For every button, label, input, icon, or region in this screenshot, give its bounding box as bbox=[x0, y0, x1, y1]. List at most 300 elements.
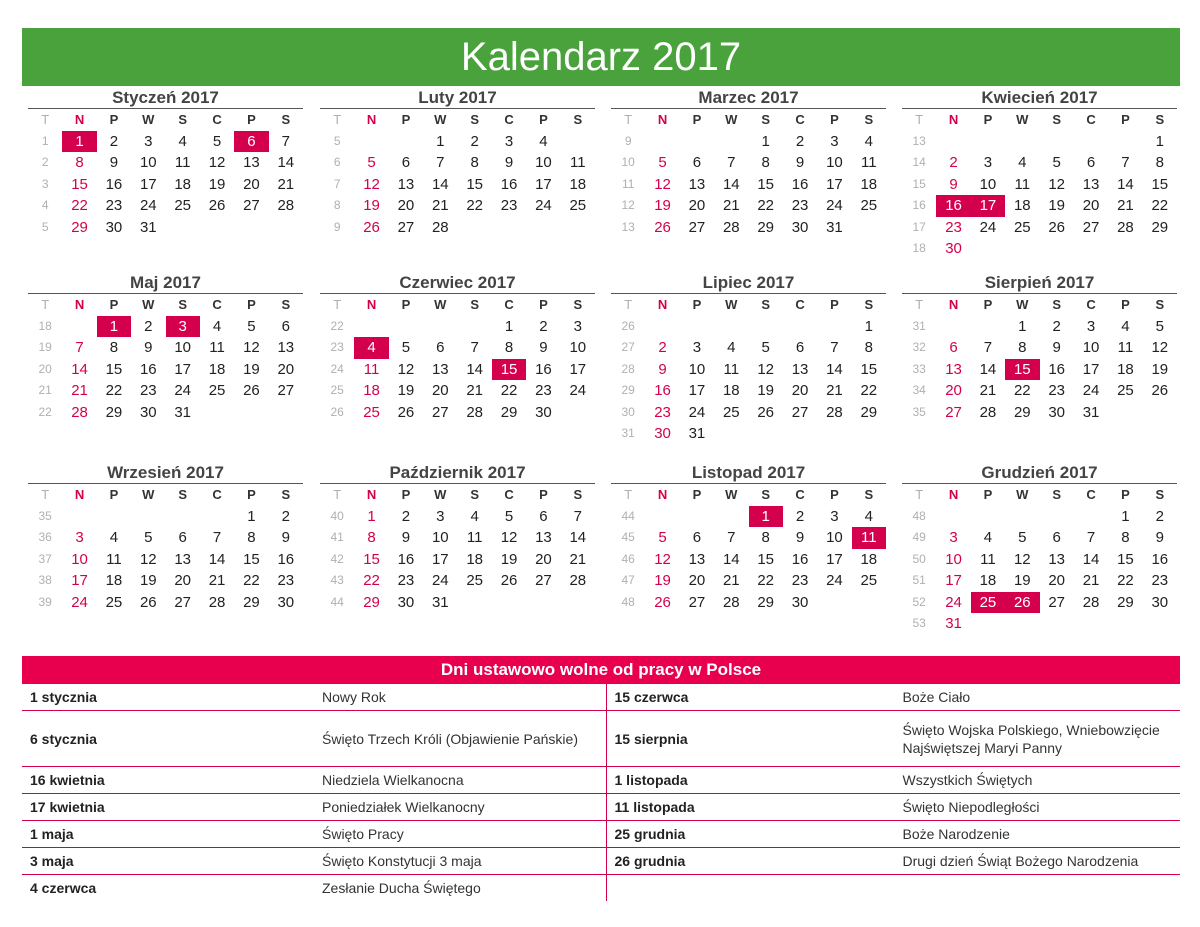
empty-day-cell bbox=[645, 316, 679, 338]
day-cell: 27 bbox=[791, 403, 809, 421]
holiday-row bbox=[607, 711, 1181, 767]
week-row bbox=[320, 195, 595, 217]
day-cell: 29 bbox=[757, 593, 775, 611]
week-row bbox=[28, 152, 303, 174]
day-cell: 22 bbox=[757, 572, 775, 589]
weekday-header: T bbox=[915, 297, 924, 312]
day-cell: 31 bbox=[945, 615, 962, 632]
day-cell: 5 bbox=[1052, 154, 1061, 171]
week-row bbox=[320, 402, 595, 424]
holiday-row bbox=[22, 794, 606, 821]
day-cell: 30 bbox=[654, 425, 671, 442]
week-row bbox=[611, 506, 886, 528]
empty-day-cell bbox=[458, 316, 492, 338]
day-cell: 21 bbox=[569, 550, 587, 568]
day-cell: 12 bbox=[363, 175, 380, 193]
day-cell: 24 bbox=[174, 382, 192, 399]
week-row bbox=[611, 402, 886, 424]
day-cell: 20 bbox=[1048, 572, 1066, 589]
day-cell: 23 bbox=[791, 197, 809, 214]
day-cell: 12 bbox=[243, 339, 260, 356]
empty-day-cell bbox=[852, 423, 886, 445]
weekday-header: S bbox=[864, 487, 874, 502]
day-cell: 3 bbox=[830, 507, 839, 525]
week-number: 7 bbox=[333, 176, 341, 191]
day-cell: 23 bbox=[1151, 572, 1169, 589]
empty-day-cell bbox=[936, 506, 970, 528]
day-cell: 17 bbox=[431, 550, 449, 568]
week-row bbox=[611, 316, 886, 338]
day-cell: 28 bbox=[722, 593, 740, 611]
day-cell: 19 bbox=[397, 382, 415, 399]
week-number: 3 bbox=[41, 176, 49, 191]
weekday-header: S bbox=[761, 112, 771, 127]
day-cell: 1 bbox=[367, 507, 376, 525]
day-cell: 9 bbox=[1052, 339, 1061, 356]
week-number: 37 bbox=[38, 551, 52, 566]
holiday-name: Poniedziałek Wielkanocny bbox=[322, 799, 485, 815]
day-cell: 21 bbox=[826, 382, 843, 399]
empty-day-cell bbox=[62, 316, 96, 338]
day-cell: 6 bbox=[401, 154, 411, 171]
week-row bbox=[902, 570, 1177, 592]
holiday-row bbox=[22, 767, 606, 794]
day-cell: 8 bbox=[247, 529, 256, 546]
week-row bbox=[320, 174, 595, 196]
day-cell: 25 bbox=[860, 572, 878, 589]
week-row bbox=[611, 174, 886, 196]
day-cell: 9 bbox=[109, 154, 119, 171]
day-cell: 26 bbox=[1151, 382, 1169, 399]
day-cell: 25 bbox=[174, 197, 192, 214]
day-cell: 10 bbox=[826, 529, 843, 546]
day-cell: 8 bbox=[367, 529, 376, 546]
week-number: 6 bbox=[333, 155, 341, 169]
week-number: 40 bbox=[330, 508, 344, 523]
week-row bbox=[28, 506, 303, 528]
empty-day-cell bbox=[1005, 613, 1039, 635]
empty-day-cell bbox=[971, 238, 1005, 260]
day-cell: 7 bbox=[573, 507, 582, 525]
day-cell: 16 bbox=[1151, 550, 1169, 568]
day-cell: 8 bbox=[1018, 339, 1027, 356]
day-cell: 5 bbox=[761, 339, 770, 356]
week-row bbox=[28, 570, 303, 592]
weekday-header: S bbox=[1155, 112, 1165, 127]
week-row bbox=[611, 195, 886, 217]
weekday-header-row bbox=[902, 294, 1177, 316]
day-cell: 28 bbox=[979, 403, 997, 421]
day-cell: 27 bbox=[945, 403, 962, 421]
day-cell: 18 bbox=[979, 572, 997, 589]
weekday-header: N bbox=[366, 487, 377, 502]
weekday-header: C bbox=[504, 487, 514, 502]
week-row bbox=[902, 527, 1177, 549]
week-number: 43 bbox=[330, 573, 344, 587]
week-row bbox=[902, 592, 1177, 614]
weekday-header: S bbox=[761, 487, 771, 502]
day-cell: 26 bbox=[757, 403, 775, 421]
week-number: 30 bbox=[621, 404, 635, 419]
day-cell: 11 bbox=[466, 529, 483, 546]
day-cell: 19 bbox=[139, 572, 157, 589]
day-cell: 18 bbox=[1117, 360, 1134, 378]
week-number: 48 bbox=[621, 594, 635, 609]
empty-day-cell bbox=[1005, 131, 1039, 153]
weekday-header: P bbox=[109, 297, 119, 312]
day-cell: 3 bbox=[1086, 317, 1096, 335]
day-cell: 14 bbox=[431, 175, 449, 193]
empty-day-cell bbox=[1074, 613, 1108, 635]
day-cell: 14 bbox=[1117, 175, 1134, 193]
empty-day-cell bbox=[749, 423, 783, 445]
week-row bbox=[902, 359, 1177, 381]
month-block bbox=[320, 273, 595, 423]
day-cell: 24 bbox=[71, 593, 88, 611]
day-cell: 19 bbox=[243, 360, 260, 378]
empty-day-cell bbox=[645, 131, 679, 153]
month-block bbox=[611, 463, 886, 613]
weekday-header: P bbox=[539, 297, 548, 312]
day-cell: 7 bbox=[436, 154, 445, 171]
holiday-name: Boże Narodzenie bbox=[902, 826, 1010, 842]
weekday-header: N bbox=[948, 487, 959, 502]
day-cell: 6 bbox=[436, 339, 445, 356]
week-number: 44 bbox=[330, 594, 344, 609]
day-cell: 12 bbox=[654, 175, 671, 193]
day-cell: 28 bbox=[71, 403, 88, 421]
day-cell: 10 bbox=[431, 529, 449, 546]
week-row bbox=[902, 402, 1177, 424]
week-number: 5 bbox=[333, 133, 341, 148]
week-number: 13 bbox=[912, 133, 926, 148]
weekday-header: P bbox=[830, 487, 839, 502]
weekday-header: P bbox=[1121, 112, 1130, 127]
empty-day-cell bbox=[749, 316, 783, 338]
day-cell: 17 bbox=[1082, 360, 1100, 378]
week-number: 51 bbox=[912, 573, 926, 587]
weekday-header: S bbox=[573, 487, 583, 502]
weekday-header: P bbox=[109, 112, 119, 127]
week-row bbox=[611, 423, 886, 445]
day-cell: 29 bbox=[363, 593, 380, 611]
day-cell: 1 bbox=[1121, 507, 1130, 525]
day-cell: 15 bbox=[71, 175, 88, 193]
weekday-header-row bbox=[611, 484, 886, 506]
empty-day-cell bbox=[389, 131, 423, 153]
day-cell: 28 bbox=[208, 593, 226, 611]
day-cell: 2 bbox=[144, 317, 153, 335]
empty-day-cell bbox=[166, 506, 200, 528]
day-cell: 3 bbox=[504, 132, 514, 150]
day-cell: 13 bbox=[431, 360, 449, 378]
empty-day-cell bbox=[354, 131, 388, 153]
day-cell: 8 bbox=[761, 529, 770, 546]
empty-day-cell bbox=[680, 316, 714, 338]
day-cell: 4 bbox=[178, 132, 187, 150]
weekday-header: N bbox=[74, 297, 85, 312]
empty-day-cell bbox=[971, 131, 1005, 153]
empty-day-cell bbox=[234, 217, 268, 239]
day-cell: 13 bbox=[1048, 550, 1066, 568]
holiday-day-cell: 26 bbox=[1005, 592, 1039, 614]
empty-day-cell bbox=[200, 217, 234, 239]
day-cell: 2 bbox=[658, 339, 667, 356]
empty-day-cell bbox=[1040, 238, 1074, 260]
week-number: 35 bbox=[38, 508, 52, 523]
day-cell: 28 bbox=[826, 403, 843, 421]
empty-day-cell bbox=[561, 131, 595, 153]
month-title: Maj 2017 bbox=[28, 273, 303, 294]
holiday-date: 15 czerwca bbox=[614, 689, 689, 705]
day-cell: 25 bbox=[105, 593, 123, 611]
day-cell: 1 bbox=[1155, 132, 1164, 150]
day-cell: 25 bbox=[860, 197, 878, 214]
day-cell: 6 bbox=[178, 529, 187, 546]
day-cell: 14 bbox=[826, 360, 843, 378]
empty-day-cell bbox=[714, 506, 748, 528]
day-cell: 22 bbox=[363, 572, 380, 589]
weekday-header: W bbox=[434, 112, 447, 127]
holiday-name: Święto Niepodległości bbox=[902, 799, 1040, 815]
week-row bbox=[902, 131, 1177, 153]
day-cell: 12 bbox=[397, 360, 415, 378]
day-cell: 8 bbox=[1121, 529, 1130, 546]
holiday-name: Zesłanie Ducha Świętego bbox=[322, 880, 481, 896]
week-row bbox=[902, 613, 1177, 635]
day-cell: 31 bbox=[174, 403, 192, 421]
holiday-row bbox=[22, 711, 606, 767]
weekday-header: P bbox=[830, 112, 839, 127]
month-block bbox=[28, 273, 303, 423]
weekday-header: S bbox=[1155, 487, 1165, 502]
day-cell: 18 bbox=[722, 382, 740, 399]
day-cell: 18 bbox=[105, 572, 123, 589]
day-cell: 2 bbox=[109, 132, 119, 150]
day-cell: 5 bbox=[658, 529, 667, 546]
day-cell: 24 bbox=[139, 197, 157, 214]
day-cell: 26 bbox=[243, 382, 260, 399]
day-cell: 7 bbox=[830, 339, 839, 356]
week-row bbox=[611, 337, 886, 359]
weekday-header: W bbox=[1016, 112, 1029, 127]
month-title: Grudzień 2017 bbox=[902, 463, 1177, 484]
day-cell: 25 bbox=[466, 572, 484, 589]
day-cell: 13 bbox=[243, 154, 260, 171]
week-row bbox=[28, 316, 303, 338]
day-cell: 27 bbox=[431, 403, 449, 421]
day-cell: 24 bbox=[945, 593, 962, 611]
weekday-header: W bbox=[142, 487, 155, 502]
day-cell: 7 bbox=[75, 339, 84, 356]
weekday-header: S bbox=[1155, 297, 1165, 312]
weekday-header: S bbox=[470, 112, 480, 127]
empty-day-cell bbox=[783, 423, 817, 445]
empty-day-cell bbox=[714, 131, 748, 153]
weekday-header: T bbox=[41, 112, 50, 127]
holiday-name: Święto Trzech Króli (Objawienie Pańskie) bbox=[322, 730, 578, 747]
week-number: 23 bbox=[330, 340, 344, 354]
weekday-header: P bbox=[247, 487, 256, 502]
weekday-header-row bbox=[28, 109, 303, 131]
week-row bbox=[902, 549, 1177, 571]
weekday-header: N bbox=[74, 112, 85, 127]
day-cell: 12 bbox=[139, 550, 157, 568]
week-row bbox=[320, 506, 595, 528]
day-cell: 16 bbox=[139, 360, 157, 378]
day-cell: 14 bbox=[722, 550, 740, 568]
empty-day-cell bbox=[458, 217, 492, 239]
month-title: Styczeń 2017 bbox=[28, 88, 303, 109]
day-cell: 13 bbox=[1082, 175, 1100, 193]
day-cell: 14 bbox=[722, 175, 740, 193]
holiday-day-cell: 6 bbox=[234, 131, 268, 153]
holiday-date: 11 listopada bbox=[614, 799, 695, 815]
week-row bbox=[902, 337, 1177, 359]
week-row bbox=[28, 592, 303, 614]
day-cell: 13 bbox=[397, 175, 415, 193]
day-cell: 30 bbox=[1048, 403, 1066, 421]
day-cell: 16 bbox=[791, 175, 809, 193]
weekday-header: W bbox=[142, 112, 155, 127]
weekday-header: P bbox=[983, 297, 993, 312]
holiday-day-cell: 15 bbox=[1005, 359, 1039, 381]
weekday-header: T bbox=[624, 487, 633, 502]
day-cell: 16 bbox=[397, 550, 415, 568]
week-row bbox=[611, 359, 886, 381]
week-number: 18 bbox=[912, 241, 926, 255]
holiday-name: Drugi dzień Świąt Bożego Narodzenia bbox=[902, 853, 1139, 869]
day-cell: 13 bbox=[174, 550, 192, 568]
day-cell: 1 bbox=[761, 132, 770, 150]
day-cell: 22 bbox=[466, 197, 484, 214]
day-cell: 8 bbox=[504, 339, 514, 356]
day-cell: 27 bbox=[688, 218, 706, 236]
day-cell: 4 bbox=[983, 529, 993, 546]
day-cell: 14 bbox=[569, 529, 587, 546]
day-cell: 4 bbox=[1018, 154, 1027, 171]
day-cell: 2 bbox=[949, 154, 958, 171]
page-title: Kalendarz 2017 bbox=[22, 28, 1180, 86]
weekday-header: N bbox=[948, 112, 959, 127]
month-title: Sierpień 2017 bbox=[902, 273, 1177, 294]
weekday-header: P bbox=[692, 297, 702, 312]
holiday-day-cell: 16 bbox=[936, 195, 970, 217]
weekday-header: T bbox=[333, 487, 342, 502]
holiday-row bbox=[22, 875, 606, 901]
day-cell: 30 bbox=[1151, 593, 1169, 611]
weekday-header: N bbox=[657, 487, 668, 502]
empty-day-cell bbox=[561, 217, 595, 239]
day-cell: 4 bbox=[212, 317, 222, 335]
day-cell: 26 bbox=[139, 593, 157, 611]
empty-day-cell bbox=[1108, 131, 1142, 153]
day-cell: 20 bbox=[243, 175, 260, 193]
week-row bbox=[320, 359, 595, 381]
holiday-day-cell: 17 bbox=[971, 195, 1005, 217]
day-cell: 4 bbox=[864, 507, 873, 525]
day-cell: 16 bbox=[1048, 360, 1066, 378]
day-cell: 2 bbox=[1155, 507, 1164, 525]
day-cell: 5 bbox=[367, 154, 376, 171]
week-row bbox=[320, 152, 595, 174]
day-cell: 27 bbox=[174, 593, 192, 611]
holiday-day-cell: 25 bbox=[971, 592, 1005, 614]
day-cell: 8 bbox=[75, 154, 84, 171]
weekday-header: N bbox=[74, 487, 85, 502]
holiday-name: Nowy Rok bbox=[322, 689, 386, 705]
week-row bbox=[611, 570, 886, 592]
holiday-date: 1 listopada bbox=[614, 772, 688, 788]
day-cell: 17 bbox=[945, 572, 962, 589]
week-number: 27 bbox=[621, 340, 635, 354]
day-cell: 11 bbox=[570, 154, 586, 171]
empty-day-cell bbox=[1143, 238, 1177, 260]
weekday-header: P bbox=[539, 112, 548, 127]
weekday-header: W bbox=[725, 112, 738, 127]
week-number: 22 bbox=[330, 318, 344, 333]
weekday-header: C bbox=[795, 297, 805, 312]
day-cell: 17 bbox=[174, 360, 192, 378]
day-cell: 16 bbox=[105, 175, 123, 193]
week-number: 28 bbox=[621, 361, 635, 376]
month-title: Marzec 2017 bbox=[611, 88, 886, 109]
day-cell: 14 bbox=[208, 550, 226, 568]
week-number: 50 bbox=[912, 551, 926, 566]
holiday-row bbox=[607, 767, 1181, 794]
holiday-day-cell: 1 bbox=[62, 131, 96, 153]
weekday-header: P bbox=[539, 487, 548, 502]
empty-day-cell bbox=[200, 506, 234, 528]
day-cell: 29 bbox=[1151, 218, 1169, 236]
day-cell: 9 bbox=[1155, 529, 1164, 546]
month-block bbox=[902, 88, 1177, 260]
week-number: 26 bbox=[330, 404, 344, 419]
day-cell: 31 bbox=[1082, 403, 1100, 421]
day-cell: 16 bbox=[654, 382, 671, 399]
weekday-header: P bbox=[830, 297, 839, 312]
day-cell: 2 bbox=[1052, 317, 1061, 335]
empty-day-cell bbox=[526, 592, 560, 614]
day-cell: 21 bbox=[208, 572, 226, 589]
month-title: Luty 2017 bbox=[320, 88, 595, 109]
weekday-header: T bbox=[915, 487, 924, 502]
day-cell: 12 bbox=[757, 360, 775, 378]
week-row bbox=[611, 152, 886, 174]
day-cell: 26 bbox=[654, 593, 671, 611]
weekday-header-row bbox=[320, 109, 595, 131]
week-row bbox=[28, 131, 303, 153]
empty-day-cell bbox=[1143, 613, 1177, 635]
day-cell: 11 bbox=[209, 339, 225, 356]
day-cell: 19 bbox=[208, 175, 226, 193]
week-row bbox=[902, 152, 1177, 174]
holiday-date: 16 kwietnia bbox=[30, 772, 105, 788]
day-cell: 1 bbox=[247, 507, 256, 525]
day-cell: 10 bbox=[979, 175, 997, 193]
day-cell: 21 bbox=[722, 197, 740, 214]
day-cell: 24 bbox=[569, 382, 587, 399]
empty-day-cell bbox=[492, 592, 526, 614]
empty-day-cell bbox=[1005, 506, 1039, 528]
day-cell: 6 bbox=[795, 339, 805, 356]
day-cell: 22 bbox=[1013, 382, 1031, 399]
holiday-date: 15 sierpnia bbox=[614, 730, 688, 747]
day-cell: 24 bbox=[826, 572, 843, 589]
day-cell: 22 bbox=[757, 197, 775, 214]
day-cell: 5 bbox=[1018, 529, 1027, 546]
weekday-header: N bbox=[366, 112, 377, 127]
